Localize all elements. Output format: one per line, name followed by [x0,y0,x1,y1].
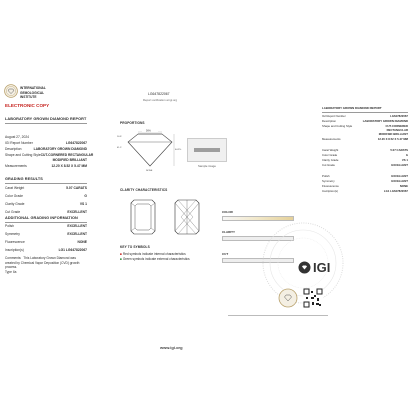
right-row: Description LABORATORY GROWN DIAMOND [322,119,408,123]
right-row: Shape and Cutting Style CUT-CORNERED [322,124,408,128]
comments-block [5,256,79,274]
right-row: MODIFIED BRILLIANT [378,132,408,136]
key-item: ■ Green symbols indicate external characteristics [120,256,190,261]
svg-text:56%: 56% [146,129,151,133]
igi-brand-logo [298,260,330,275]
clarity-scale-label: CLARITY [222,230,235,234]
right-column [322,100,416,220]
svg-text:16.5°: 16.5° [117,136,123,138]
right-row: Cut Grade EXCELLENT [322,163,408,167]
clarity-title: CLARITY CHARACTERISTICS [120,188,168,192]
svg-text:NONE: NONE [146,170,153,172]
bottom-seal-icon [278,288,298,308]
right-row: Color Grade G [322,153,408,157]
right-row: RECTANGULAR [386,128,408,132]
proportions-title: PROPORTIONS [120,121,145,125]
report-title: LABORATORY GROWN DIAMOND REPORT [5,117,87,121]
scales-column [222,200,302,330]
bottom-fine-print [228,315,328,316]
additional-rows [5,224,87,260]
right-row: Carat Weight 5.07 CARATS [322,148,408,152]
key-item: ■ Red symbols indicate internal characteristics [120,252,186,256]
sample-image-bar [194,148,220,152]
grading-row: Clarity Grade VS 1 [5,202,87,206]
comments-line: created by Chemical Vapor Deposition (CVD) growth [5,260,80,265]
key-to-symbols-title: KEY TO SYMBOLS [120,245,150,249]
right-row: IGI Report Number LG647822067 [322,114,408,118]
right-row: Fluorescence NONE [322,184,408,188]
sample-image-caption: Sample image [198,164,216,168]
grading-row: Carat Weight 5.07 CARATS [5,186,87,190]
svg-text:64.2%: 64.2% [175,149,182,151]
report-row: Shape and Cutting Style CUT-CORNERED RECTANGULAR [5,153,94,157]
report-row: Description LABORATORY GROWN DIAMOND [5,147,87,151]
grading-row: Color Grade G [5,194,87,198]
right-row: Inscription(s) LG1 LG647822067 [322,189,408,193]
org-name-line-1: INTERNATIONAL [20,86,46,90]
website-footer: www.igi.org [160,345,183,350]
additional-row: Symmetry EXCELLENT [5,232,87,236]
additional-row: Inscription(s) LG1 LG647822067 [5,248,87,252]
report-row: Measurements 12.20 X 8.52 X 5.47 MM [5,164,87,168]
comments-line: Comments: This Laboratory Grown Diamond was [5,256,76,260]
right-rows [322,114,408,194]
igi-brand-text: IGI [313,260,331,275]
report-row: MODIFIED BRILLIANT [52,158,87,162]
center-report-number: LG647822067 [148,92,170,96]
clarity-plot-crown [130,199,156,235]
grading-rows [5,186,87,226]
org-name-line-3: INSTITUTE [20,95,37,100]
verification-text: Report verification at igi.org [143,98,178,102]
report-rows [5,141,94,171]
comments-line: process. [5,265,18,270]
igi-brand-mark-icon [298,261,311,274]
additional-title: ADDITIONAL GRADING INFORMATION [5,216,78,220]
right-row: Symmetry EXCELLENT [322,179,408,183]
center-column [100,0,230,420]
comments-line: Type IIa [5,269,17,274]
report-row: IGI Report Number LG647822067 [5,141,87,145]
sample-image-frame [187,138,227,162]
report-date: August 27, 2024 [5,135,30,139]
clarity-plot-pavilion [174,199,200,235]
proportions-diagram [116,128,184,172]
org-name-line-2: GEMOLOGICAL [20,90,45,95]
key-to-symbols-list [120,252,190,261]
color-scale-label: COLOR [222,210,233,214]
right-row: Measurements 12.20 X 8.52 X 5.47 MM [322,137,408,141]
right-row: Polish EXCELLENT [322,174,408,178]
right-header: LABORATORY GROWN DIAMOND REPORT [322,106,382,110]
svg-text:41.1°: 41.1° [117,147,123,149]
additional-row: Polish EXCELLENT [5,224,87,228]
cut-scale-label: CUT [222,252,229,256]
grading-title: GRADING RESULTS [5,177,43,181]
electronic-copy-label: ELECTRONIC COPY [5,103,50,108]
additional-row: Fluorescence NONE [5,240,87,244]
org-name [20,86,46,100]
qr-code-icon[interactable] [303,288,323,308]
grading-row: Cut Grade EXCELLENT [5,210,87,214]
igi-seal-logo [4,84,18,98]
right-row: Clarity Grade VS 1 [322,158,408,162]
